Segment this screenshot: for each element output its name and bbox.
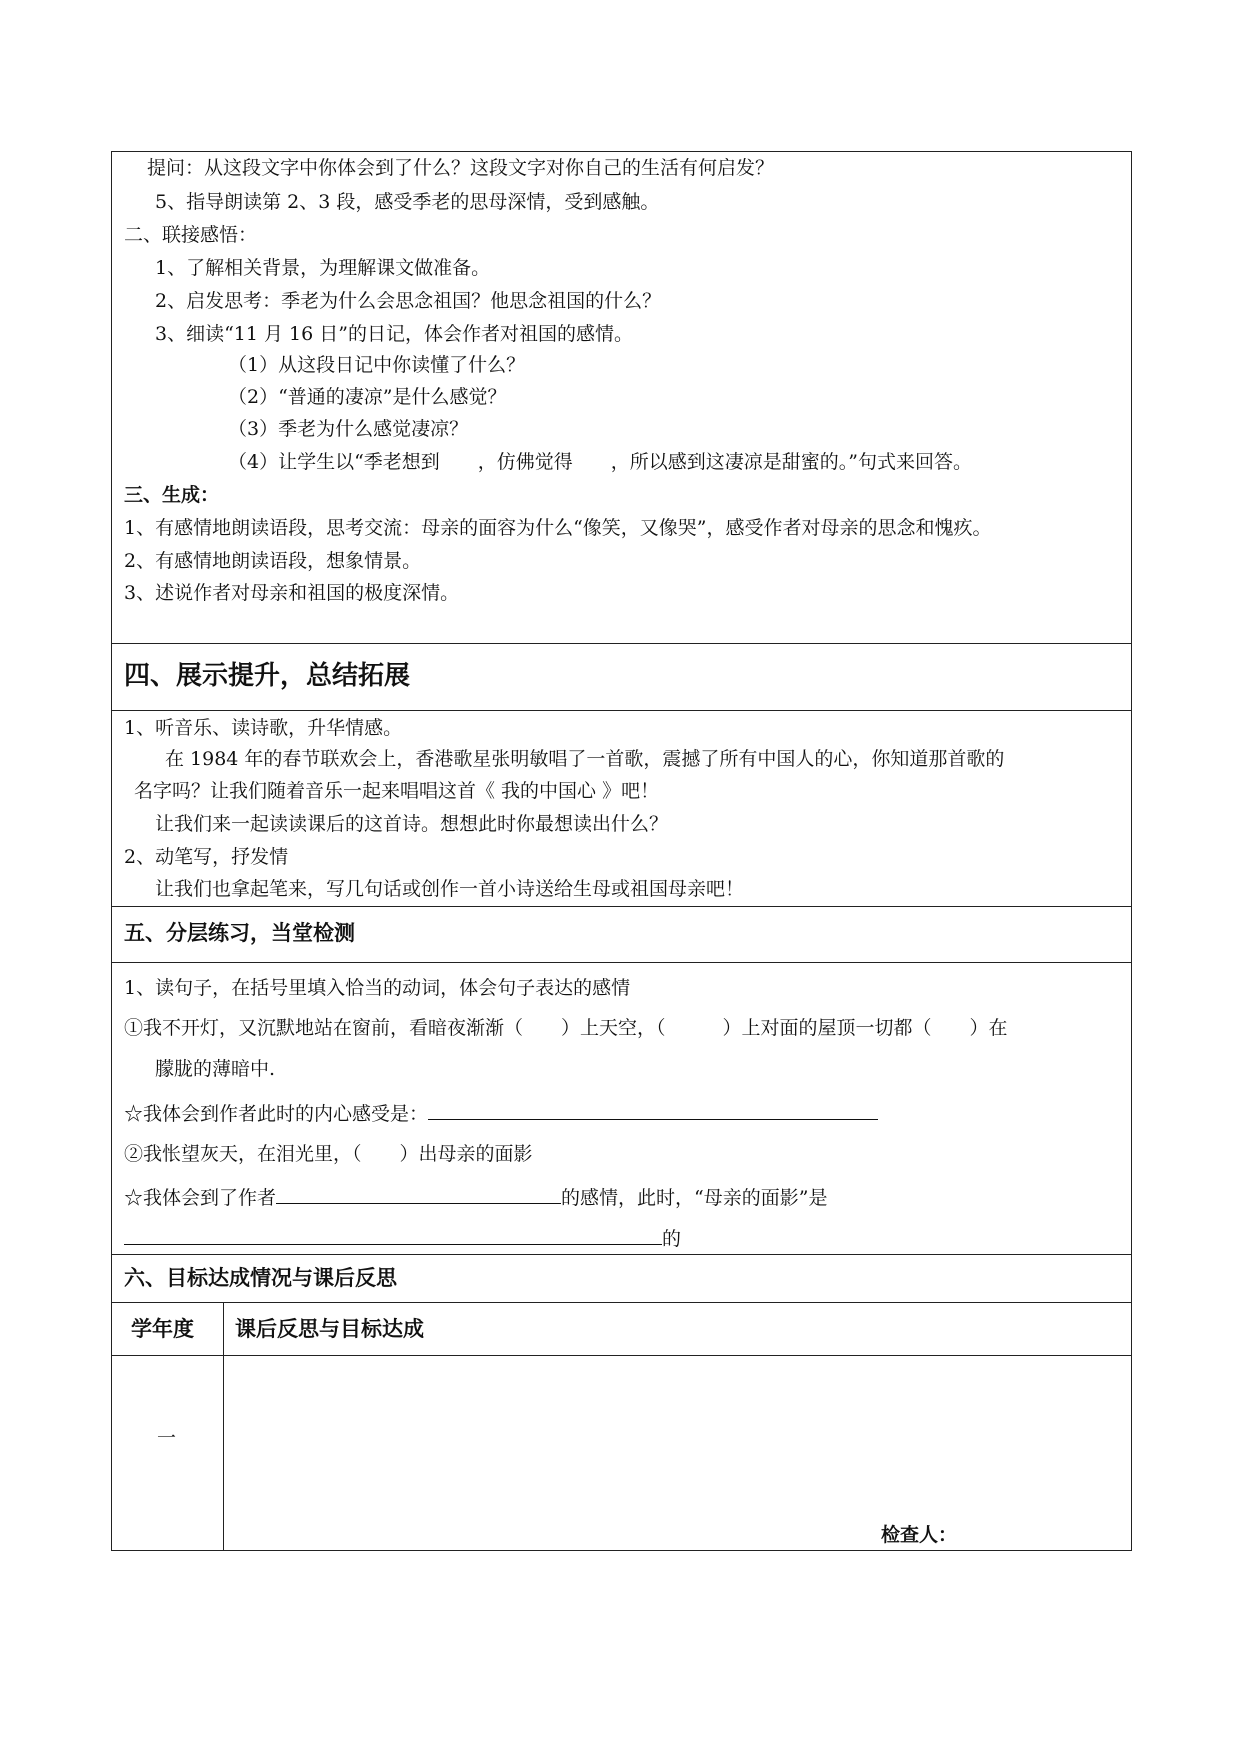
- checker-label: 检查人：: [881, 1524, 958, 1546]
- feeling-label: 的: [662, 1228, 682, 1250]
- reflection-column-header: 课后反思与目标达成: [235, 1317, 424, 1341]
- year-column-header: 学年度: [131, 1317, 194, 1341]
- sub-question: （2）“普通的凄凉”是什么感觉？: [228, 386, 507, 408]
- question-line: 提问：从这段文字中你体会到了什么？这段文字对你自己的生活有何启发？: [147, 157, 775, 179]
- feeling-prompt: [124, 1224, 681, 1252]
- column-divider: [223, 1302, 224, 1551]
- exercise-sentence: ①我不开灯，又沉默地站在窗前，看暗夜渐渐（ ）上天空，（ ）上对面的屋顶一切都（ ）在: [124, 1017, 1008, 1039]
- step-line: 1、了解相关背景，为理解课文做准备。: [155, 257, 491, 279]
- section-six-title: 六、目标达成情况与课后反思: [124, 1266, 397, 1290]
- section-five-title: 五、分层练习，当堂检测: [124, 921, 355, 945]
- paragraph-line: 在 1984 年的春节联欢会上，香港歌星张明敏唱了一首歌，震撼了所有中国人的心，你知道那首歌的: [165, 748, 1005, 770]
- list-item: 3、述说作者对母亲和祖国的极度深情。: [124, 582, 460, 604]
- list-item: 1、听音乐、读诗歌，升华情感。: [124, 717, 403, 739]
- divider: [111, 1302, 1132, 1303]
- answer-blank[interactable]: [428, 1099, 878, 1120]
- sub-question: （4）让学生以“季老想到 ，仿佛觉得 ，所以感到这凄凉是甜蜜的。”句式来回答。: [228, 451, 973, 473]
- feeling-label: ☆我体会到了作者: [124, 1187, 277, 1209]
- feeling-prompt: [124, 1099, 878, 1127]
- step-line: 3、细读“11 月 16 日”的日记，体会作者对祖国的感情。: [155, 323, 633, 345]
- paragraph-line: 名字吗？让我们随着音乐一起来唱唱这首《 我的中国心 》吧！: [134, 780, 660, 802]
- feeling-label: 的感情，此时，“母亲的面影”是: [561, 1187, 828, 1209]
- paragraph-line: 让我们来一起读读课后的这首诗。想想此时你最想读出什么？: [155, 813, 669, 835]
- exercise-sentence: 朦胧的薄暗中.: [155, 1058, 276, 1080]
- list-item: 2、有感情地朗读语段，想象情景。: [124, 550, 422, 572]
- paragraph-line: 让我们也拿起笔来，写几句话或创作一首小诗送给生母或祖国母亲吧！: [155, 878, 745, 900]
- year-cell: 一: [157, 1427, 177, 1449]
- feeling-prompt: [124, 1183, 827, 1211]
- divider: [111, 1355, 1132, 1356]
- sub-question: （1）从这段日记中你读懂了什么？: [228, 354, 526, 376]
- guide-line: 5、指导朗读第 2、3 段，感受季老的思母深情，受到感触。: [155, 191, 660, 213]
- sub-question: （3）季老为什么感觉凄凉？: [228, 418, 469, 440]
- divider: [111, 643, 1132, 644]
- section-four-title: 四、展示提升，总结拓展: [124, 661, 411, 691]
- exercise-sentence: ②我怅望灰天，在泪光里，（ ）出母亲的面影: [124, 1143, 533, 1165]
- divider: [111, 906, 1132, 907]
- divider: [111, 962, 1132, 963]
- subheading: 二、联接感悟：: [124, 224, 258, 246]
- divider: [111, 1254, 1132, 1255]
- answer-blank[interactable]: [276, 1183, 561, 1204]
- section-heading: 三、生成：: [124, 484, 220, 506]
- list-item: 1、有感情地朗读语段，思考交流：母亲的面容为什么“像笑，又像哭”，感受作者对母亲的思念和愧疚。: [124, 517, 992, 539]
- step-line: 2、启发思考：季老为什么会思念祖国？他思念祖国的什么？: [155, 290, 662, 312]
- list-item: 2、动笔写，抒发情: [124, 846, 289, 868]
- divider: [111, 710, 1132, 711]
- feeling-label: ☆我体会到作者此时的内心感受是：: [124, 1103, 429, 1125]
- answer-blank[interactable]: [124, 1224, 662, 1245]
- exercise-question: 1、读句子，在括号里填入恰当的动词，体会句子表达的感情: [124, 977, 631, 999]
